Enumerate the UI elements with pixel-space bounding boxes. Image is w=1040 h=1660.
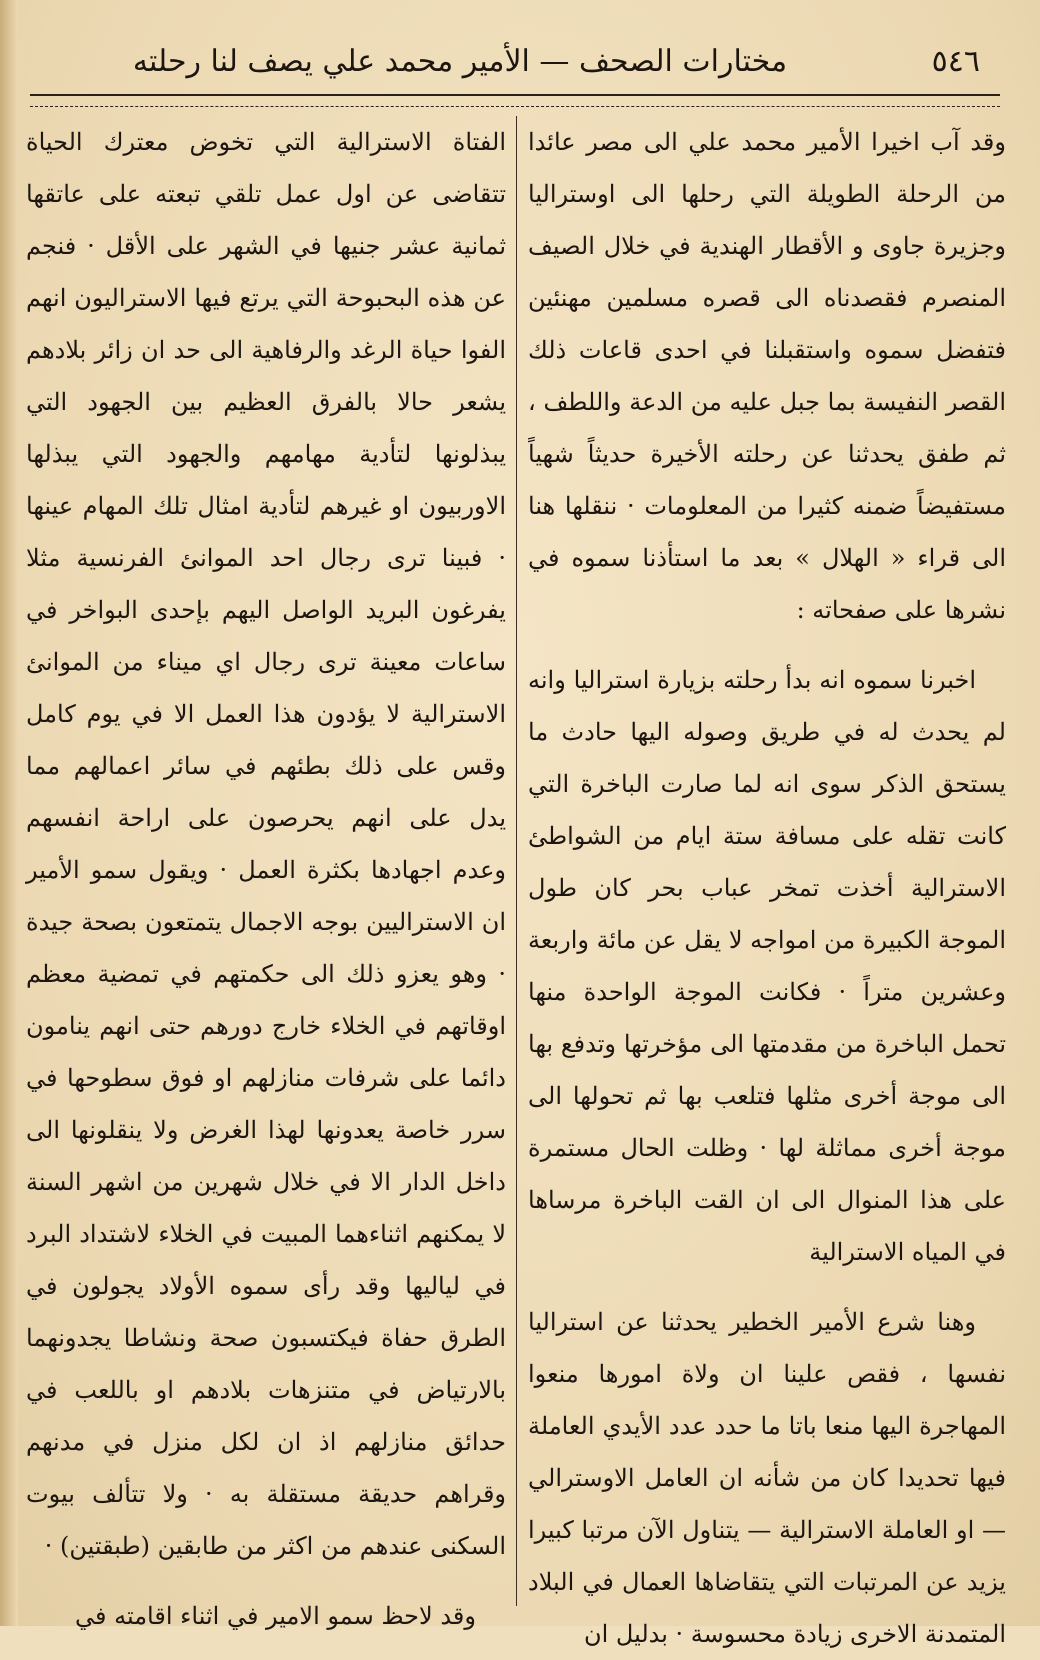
column-divider <box>516 116 517 1606</box>
article-intro-paragraph: وقد آب اخيرا الأمير محمد علي الى مصر عائدا من الرحلة الطويلة التي رحلها الى اوستراليا وجزيرة جاوى و الأقطار الهندية في خلال الصيف المنصرم فقصدناه الى قصره مسلمين مهنئين فتفضل سموه واستقبلنا في احدى قاعات ذلك القصر النفيسة بما جبل عليه من الدعة واللطف ، ثم طفق يحدثنا عن رحلته الأخيرة حديثاً شهياً مستفيضاً ضمنه كثيرا من المعلومات · ننقلها هنا الى قراء « الهلال » بعد ما استأذنا سموه في نشرها على صفحاته : <box>528 128 1006 624</box>
header-rule <box>30 94 1000 107</box>
left-column <box>26 116 507 1630</box>
article-paragraph: اخبرنا سموه انه بدأ رحلته بزيارة استراليا وانه لم يحدث له في طريق وصوله اليها حادث ما يستحق الذكر سوى انه لما صارت الباخرة التي كانت تقله على مسافة ستة ايام من الشواطئ الاسترالية أخذت تمخر عباب بحر كان طول الموجة الكبيرة من امواجه لا يقل عن مائة واربعة وعشرين متراً · فكانت الموجة الواحدة منها تحمل الباخرة من مقدمتها الى مؤخرتها وتدفع بها الى موجة أخرى مثلها فتلعب بها ثم تحولها الى موجة أخرى مماثلة لها · وظلت الحال مستمرة على هذا المنوال الى ان القت الباخرة مرساها في المياه الاسترالية <box>528 666 1006 1266</box>
right-column <box>528 116 1006 1648</box>
page-edge-shadow <box>0 0 18 1626</box>
article-paragraph: الفتاة الاسترالية التي تخوض معترك الحياة تتقاضى عن اول عمل تلقي تبعته على عاتقها ثمانية عشر جنيها في الشهر على الأقل · فنجم عن هذه البحبوحة التي يرتع فيها الاستراليون انهم الفوا حياة الرغد والرفاهية الى حد ان زائر بلادهم يشعر حالا بالفرق العظيم بين الجهود التي يبذلونها لتأدية مهامهم والجهود التي يبذلها الاوربيون او غيرهم لتأدية امثال تلك المهام عينها · فبينا ترى رجال احد الموانئ الفرنسية مثلا يفرغون البريد الواصل اليهم بإحدى البواخر في ساعات معينة ترى رجال اي ميناء من الموانئ الاسترالية لا يؤدون هذا العمل الا في يوم كامل وقس على ذلك بطئهم في سائر اعمالهم مما يدل على انهم يحرصون على اراحة انفسهم وعدم اجهادها بكثرة العمل · ويقول سمو الأمير ان الاستراليين بوجه الاجمال يتمتعون بصحة جيدة · وهو يعزو ذلك الى حكمتهم في تمضية معظم اوقاتهم في الخلاء خارج دورهم حتى انهم ينامون دائما على شرفات منازلهم او فوق سطوحها في سرر خاصة يعدونها لهذا الغرض ولا ينقلونها الى داخل الدار الا في خلال شهرين من اشهر السنة لا يمكنهم اثناءهما المبيت في الخلاء لاشتداد البرد في لياليها وقد رأى سموه الأولاد يجولون في الطرق حفاة فيكتسبون صحة ونشاطا يجدونهما بالارتياض في متنزهات بلادهم او باللعب في حدائق منازلهم اذ ان لكل منزل في مدنهم وقراهم حديقة مستقلة به · ولا تتألف بيوت السكنى عندهم من اكثر من طابقين (طبقتين) · <box>26 128 507 1560</box>
running-title: مختارات الصحف — الأمير محمد علي يصف لنا رحلته <box>132 44 788 79</box>
article-paragraph: وقد لاحظ سمو الامير في اثناء اقامته في <box>74 1602 476 1630</box>
page-number: ٥٤٦ <box>931 44 980 79</box>
page-header <box>60 40 980 90</box>
article-paragraph: وهنا شرع الأمير الخطير يحدثنا عن استراليا نفسها ، فقص علينا ان ولاة امورها منعوا المهاجرة اليها منعا باتا ما حدد عدد الأيدي العاملة فيها تحديدا كان من شأنه ان العامل الاوسترالي — او العاملة الاسترالية — يتناول الآن مرتبا كبيرا يزيد عن المرتبات التي يتقاضاها العمال في البلاد المتمدنة الاخرى زيادة محسوسة · بدليل ان <box>528 1308 1006 1648</box>
